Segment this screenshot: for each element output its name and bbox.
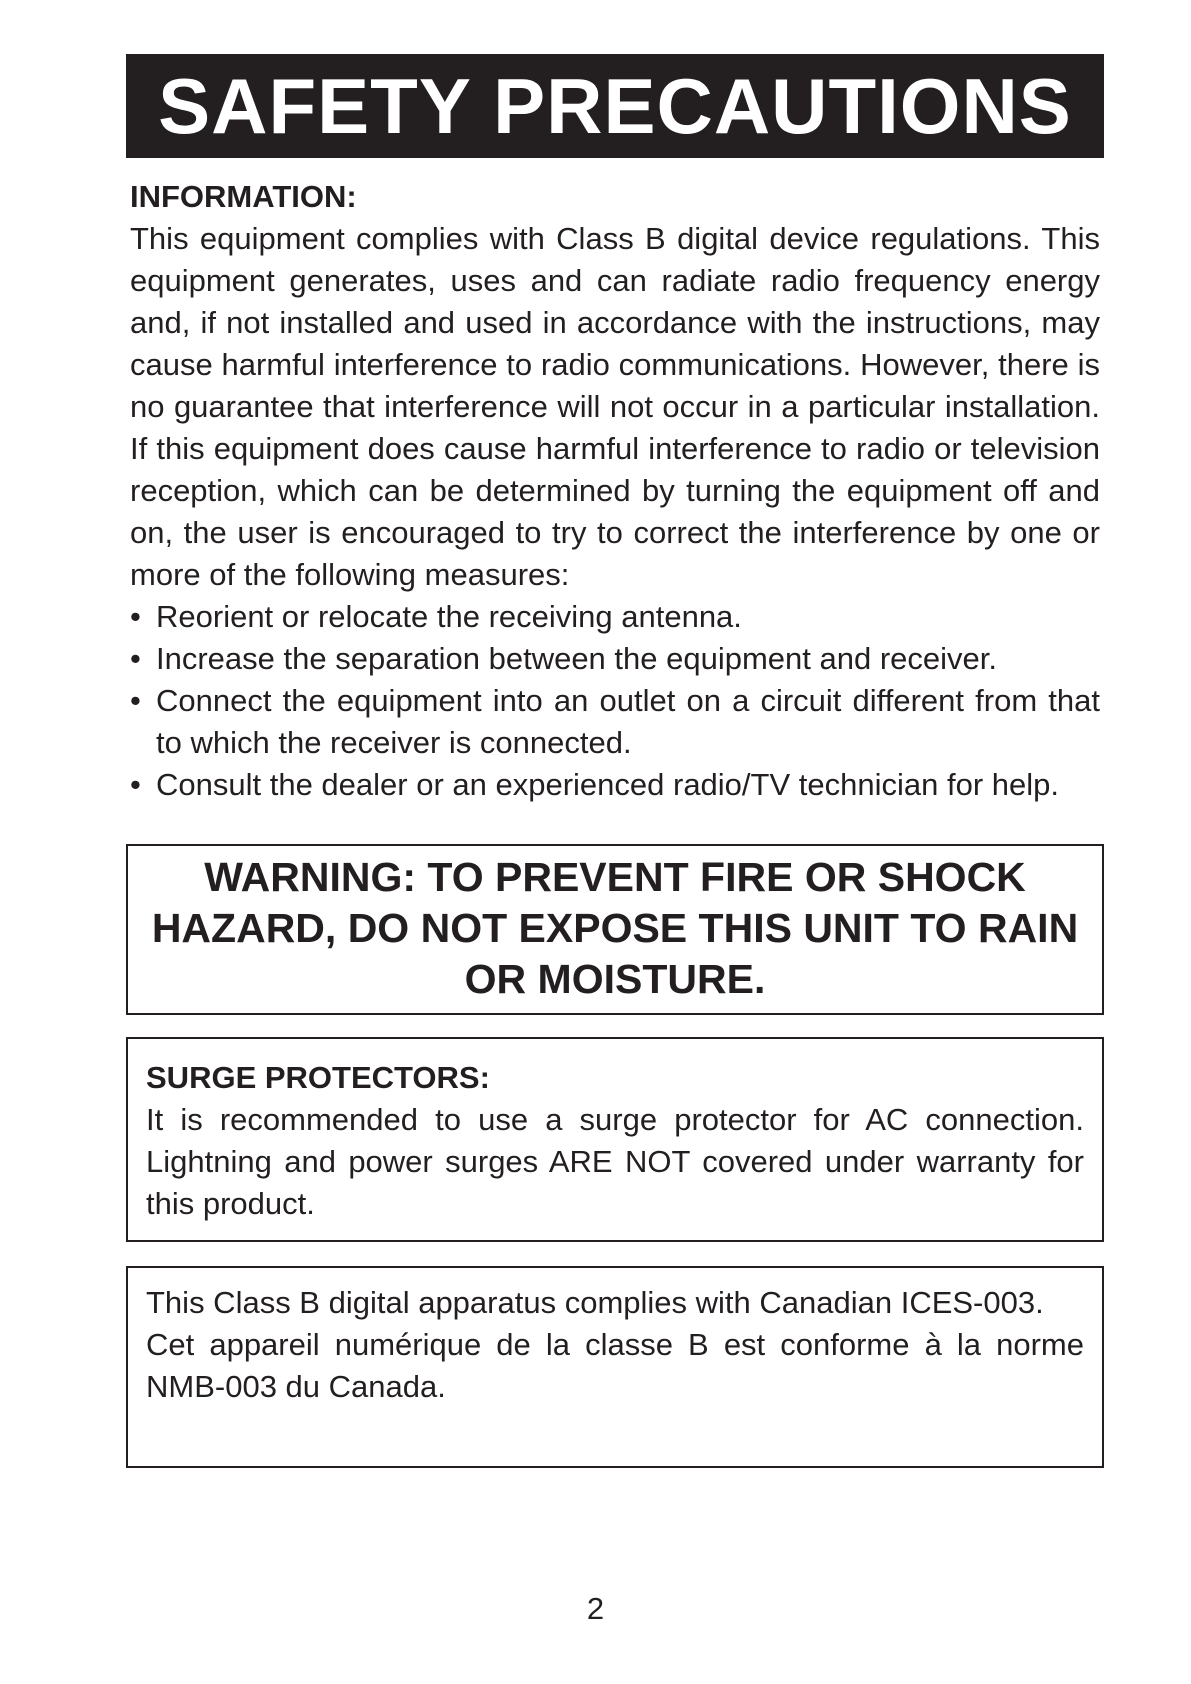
bullet-icon: • — [130, 683, 141, 718]
list-item — [130, 764, 1100, 806]
page-title: SAFETY PRECAUTIONS — [158, 62, 1072, 150]
list-item-text: Increase the separation between the equipment and receiver. — [156, 641, 997, 676]
information-body: This equipment complies with Class B digital device regulations. This equipment generates, uses and can radiate radio frequency energy and, if not installed and used in accordance with the instructions, may cause harmful interference to radio communications. However, there is no guarantee that interference will not occur in a particular installation. If this equipment does cause harmful interference to radio or television reception, which can be determined by turning the equipment off and on, the user is encouraged to try to correct the interference by one or more of the following measures: — [130, 221, 1100, 592]
warning-line-1: WARNING: TO PREVENT FIRE OR SHOCK — [204, 854, 1026, 900]
warning-line-2: HAZARD, DO NOT EXPOSE THIS UNIT TO RAIN — [151, 905, 1079, 951]
list-item-text: Reorient or relocate the receiving antenna. — [156, 599, 742, 634]
surge-protectors-box — [126, 1037, 1104, 1242]
canada-french-statement: Cet appareil numérique de la classe B est conforme à la norme NMB-003 du Canada. — [146, 1327, 1084, 1404]
page-number: 2 — [586, 1591, 605, 1626]
list-item — [130, 680, 1100, 764]
list-item-text: Connect the equipment into an outlet on a circuit different from that to which the receiver is connected. — [156, 683, 1100, 760]
information-heading: INFORMATION: — [130, 179, 357, 214]
warning-line-3: OR MOISTURE. — [464, 956, 766, 1002]
warning-box — [126, 844, 1104, 1015]
bullet-icon: • — [130, 767, 141, 802]
manual-page — [126, 54, 1104, 1468]
surge-heading: SURGE PROTECTORS: — [146, 1060, 490, 1095]
canada-english-statement: This Class B digital apparatus complies with Canadian ICES-003. — [146, 1285, 1044, 1320]
bullet-icon: • — [130, 599, 141, 634]
information-section — [126, 176, 1104, 806]
page-title-bar — [126, 54, 1104, 158]
list-item-text: Consult the dealer or an experienced radio/TV technician for help. — [156, 767, 1059, 802]
list-item — [130, 638, 1100, 680]
measures-list — [130, 596, 1100, 806]
bullet-icon: • — [130, 641, 141, 676]
surge-body: It is recommended to use a surge protector for AC connection. Lightning and power surges ARE NOT covered under warranty for this product. — [146, 1102, 1084, 1221]
canada-compliance-box — [126, 1266, 1104, 1468]
list-item — [130, 596, 1100, 638]
